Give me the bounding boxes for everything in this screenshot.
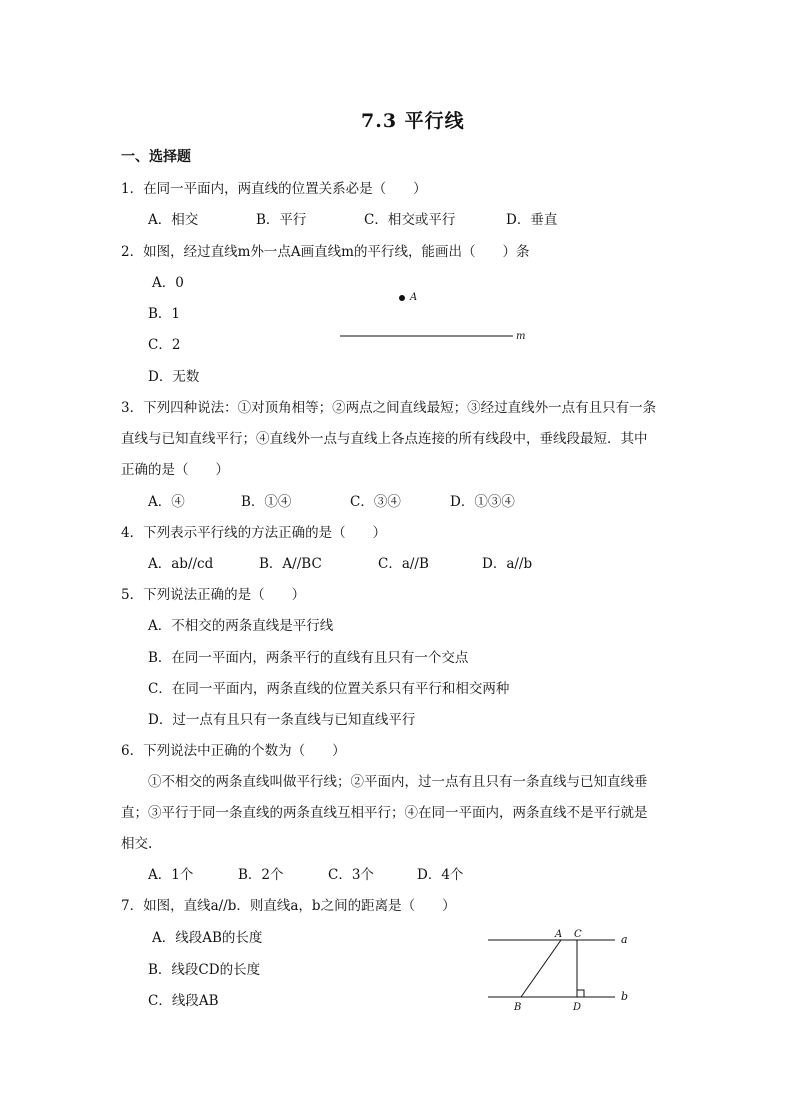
q7-option-a: A．线段AB的长度 [152, 930, 263, 946]
q3-option-a: A．④ [148, 494, 185, 510]
label-b-point: B [514, 1002, 522, 1013]
question-6-line-1: ①不相交的两条直线叫做平行线；②平面内，过一点有且只有一条直线与已知直线垂 [148, 774, 648, 790]
q2-option-c: C．2 [148, 337, 181, 353]
label-line-b: b [621, 990, 629, 1003]
question-3-line-3: 正确的是（ ） [121, 462, 229, 478]
question-7-stem: 7．如图，直线a//b．则直线a，b之间的距离是（ ） [121, 898, 456, 914]
point-a-marker [399, 295, 405, 301]
q4-option-c: C．a//B [378, 556, 429, 572]
q4-option-b: B．A//BC [259, 556, 322, 572]
question-5-stem: 5．下列说法正确的是（ ） [121, 587, 306, 603]
q7-option-b: B．线段CD的长度 [148, 962, 261, 978]
q6-option-c: C．3个 [328, 867, 374, 883]
point-a-label: A [410, 292, 418, 303]
q5-option-d: D．过一点有且只有一条直线与已知直线平行 [148, 712, 416, 728]
question-2-stem: 2．如图，经过直线m外一点A画直线m的平行线，能画出（ ）条 [121, 244, 530, 260]
right-angle-mark [577, 990, 584, 997]
q1-option-a: A．相交 [148, 212, 199, 228]
question-6-stem: 6．下列说法中正确的个数为（ ） [121, 743, 346, 759]
question-3-line-2: 直线与已知直线平行；④直线外一点与直线上各点连接的所有线段中，垂线段最短．其中 [121, 431, 648, 447]
question-3-line-1: 3．下列四种说法：①对顶角相等；②两点之间直线最短；③经过直线外一点有且只有一条 [121, 400, 657, 416]
label-d-point: D [573, 1002, 582, 1013]
q1-option-d: D．垂直 [506, 212, 558, 228]
q2-option-b: B．1 [148, 306, 181, 322]
label-a-point: A [555, 929, 563, 940]
section-heading: 一、选择题 [121, 149, 191, 165]
q3-option-b: B．①④ [241, 494, 292, 510]
q1-option-b: B．平行 [256, 212, 307, 228]
q6-option-d: D．4个 [417, 867, 464, 883]
question-1-stem: 1．在同一平面内，两直线的位置关系必是（ ） [121, 181, 427, 197]
q5-option-c: C．在同一平面内，两条直线的位置关系只有平行和相交两种 [148, 681, 510, 697]
q2-option-a: A．0 [152, 275, 184, 291]
q2-figure [330, 285, 540, 350]
q6-option-a: A．1个 [148, 867, 194, 883]
q4-option-d: D．a//b [482, 556, 533, 572]
q4-option-a: A．ab//cd [148, 556, 214, 572]
label-line-a: a [621, 933, 628, 946]
q7-figure [485, 925, 635, 1017]
q5-option-a: A．不相交的两条直线是平行线 [148, 618, 334, 634]
question-4-stem: 4．下列表示平行线的方法正确的是（ ） [121, 525, 387, 541]
q1-option-c: C．相交或平行 [364, 212, 456, 228]
q3-option-d: D．①③④ [450, 494, 515, 510]
q3-option-c: C．③④ [350, 494, 401, 510]
segment-ab [521, 940, 561, 997]
q6-option-b: B．2个 [238, 867, 284, 883]
line-m-label: m [516, 331, 526, 342]
q5-option-b: B．在同一平面内，两条平行的直线有且只有一个交点 [148, 650, 469, 666]
question-6-line-2: 直；③平行于同一条直线的两条直线互相平行；④在同一平面内，两条直线不是平行就是 [121, 805, 648, 821]
question-6-line-3: 相交. [121, 836, 153, 852]
page-title: 7.3 平行线 [361, 110, 465, 132]
q7-option-c: C．线段AB [148, 993, 219, 1009]
q2-option-d: D．无数 [148, 369, 200, 385]
label-c-point: C [574, 929, 582, 940]
